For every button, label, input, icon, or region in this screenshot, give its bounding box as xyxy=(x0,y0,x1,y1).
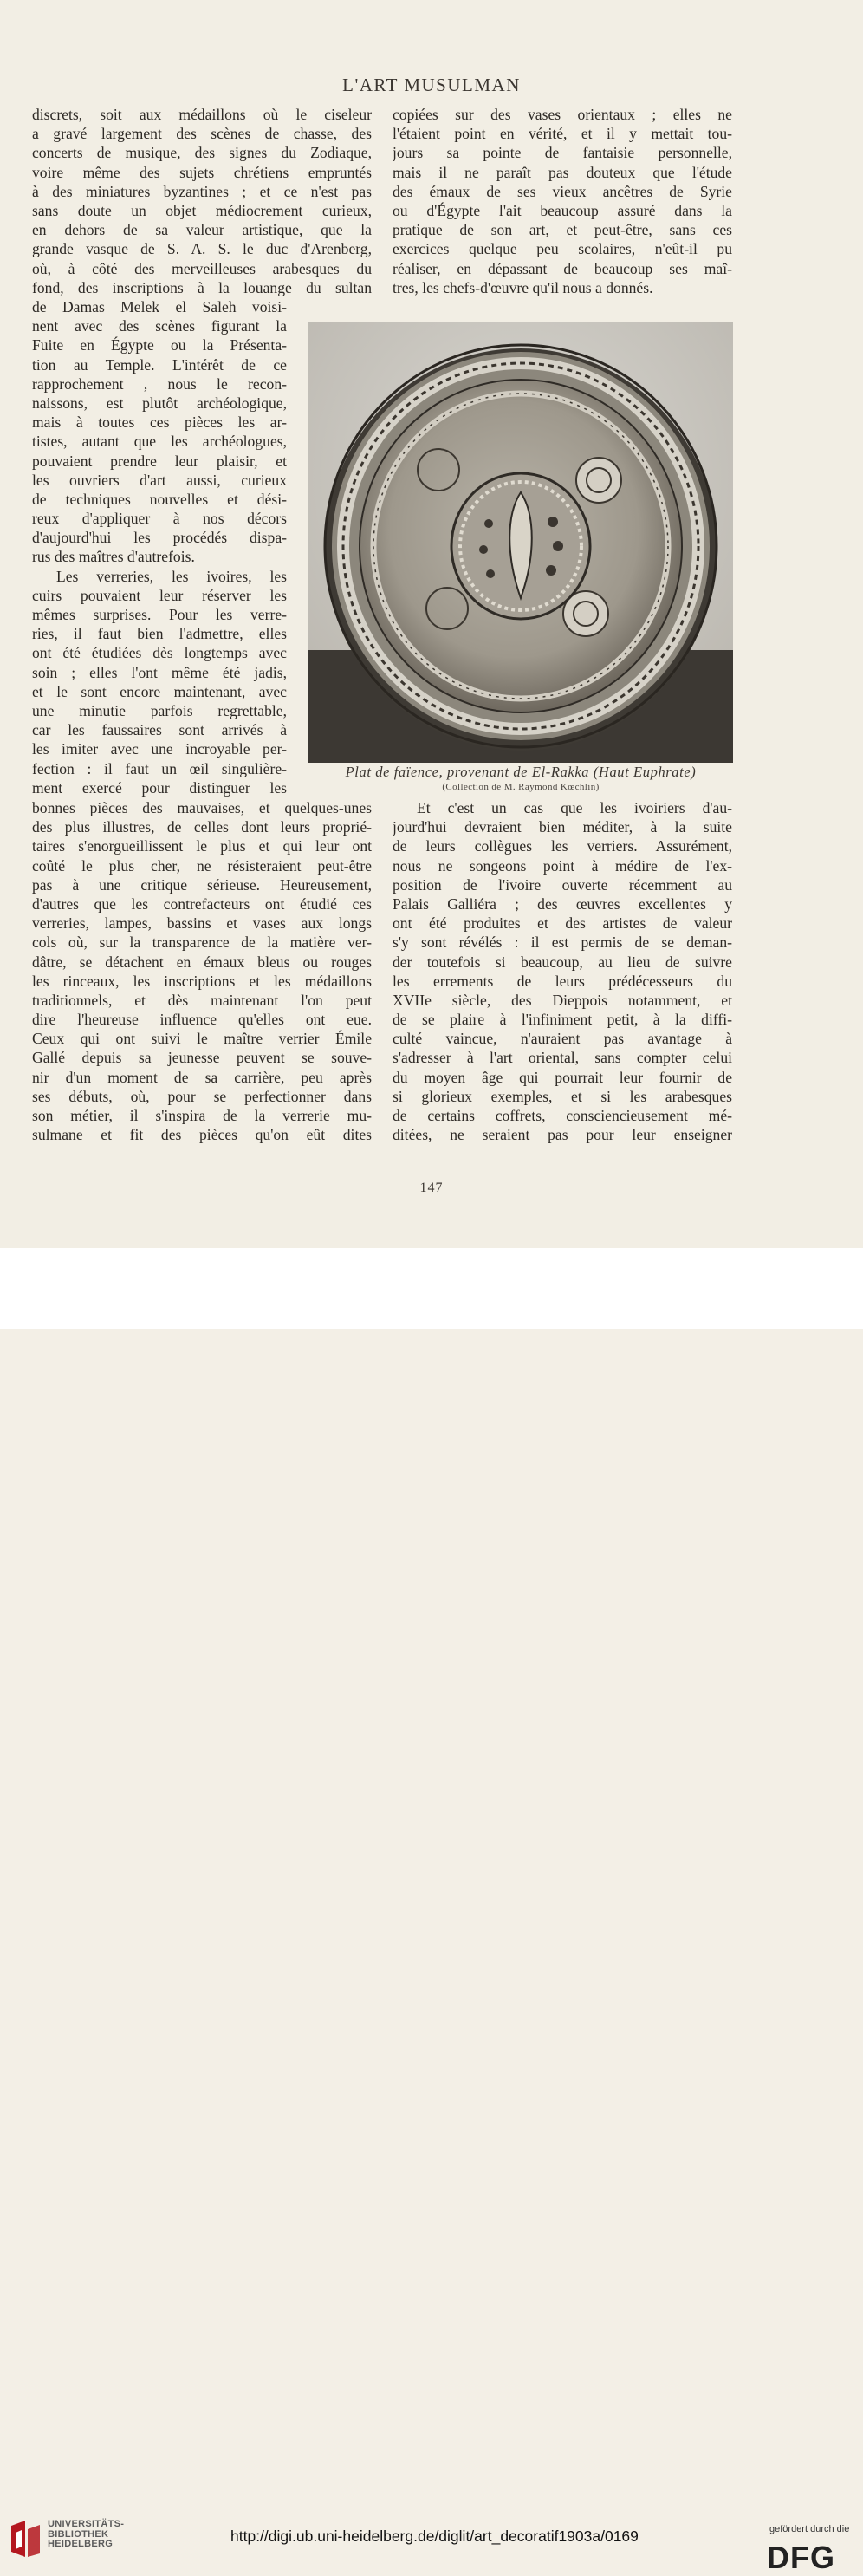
text-line: s'adresser à l'art oriental, sans compter celui xyxy=(393,1049,732,1067)
text-line: ou d'Égypte l'ait beaucoup assuré dans la xyxy=(393,201,732,219)
text-line: XVIIe siècle, des Dieppois notamment, et xyxy=(393,991,732,1009)
text-line: pouvaient prendre leur plaisir, et xyxy=(32,452,287,470)
text-line: Palais Galliéra ; des œuvres excellentes y xyxy=(393,894,732,913)
text-line: soin ; elles l'ont même été jadis, xyxy=(32,663,287,681)
faience-plate-illustration xyxy=(308,322,733,763)
text-line: coûté le plus cher, ne résisteraient peut-être xyxy=(32,856,372,875)
text-line: sans doute un objet médiocrement curieux, xyxy=(32,201,372,219)
text-line: ont été produites et des artistes de valeur xyxy=(393,914,732,933)
text-line: à des miniatures byzantines ; et ce n'est pas xyxy=(32,182,372,200)
funded-by-label: gefördert durch die xyxy=(769,2524,850,2534)
left-column-top xyxy=(32,105,372,297)
text-line: son métier, il s'inspira de la verrerie mu- xyxy=(32,1107,372,1124)
text-line: les ouvriers d'art aussi, curieux xyxy=(32,471,287,489)
text-line: Ceux qui ont suivi le maître verrier Émile xyxy=(32,1030,372,1048)
text-line: jours sa pointe de fantaisie personnelle, xyxy=(393,144,732,162)
text-line: verreries, lampes, bassins et vases aux longs xyxy=(32,914,372,933)
text-line: tion au Temple. L'intérêt de ce xyxy=(32,355,287,374)
text-line: discrets, soit aux médaillons où le ciseleur xyxy=(32,106,372,123)
text-line: Gallé depuis sa jeunesse peuvent se souve- xyxy=(32,1049,372,1067)
figure-credit: (Collection de M. Raymond Kœchlin) xyxy=(442,782,600,792)
text-line: rus des maîtres d'autrefois. xyxy=(32,548,195,566)
text-line: les imiter avec une incroyable per- xyxy=(32,740,287,758)
text-line: copiées sur des vases orientaux ; elles ne xyxy=(393,106,732,123)
text-line: sulmane et fit des pièces qu'on eût dites xyxy=(32,1126,372,1144)
text-line: réaliser, en dépassant de beaucoup ses maî- xyxy=(393,259,732,277)
text-line: des plus illustres, de celles dont leurs proprié- xyxy=(32,818,372,836)
left-column-narrow xyxy=(32,297,287,797)
page-number: 147 xyxy=(419,1181,444,1195)
university-library-logo-icon xyxy=(9,2521,42,2557)
text-line: d'autres que les contrefacteurs ont étudié ces xyxy=(32,894,372,913)
text-line: nir d'un moment de sa carrière, peu après xyxy=(32,1068,372,1086)
text-line: rapprochement , nous le recon- xyxy=(32,374,287,393)
text-line: s'y sont révélés : il est permis de se deman- xyxy=(393,933,732,952)
text-line: pas à une critique sérieuse. Heureusement, xyxy=(32,875,372,894)
text-line: culté vaincue, n'auraient pas avantage à xyxy=(393,1030,732,1048)
text-line: du moyen âge qui pourrait leur fournir de xyxy=(393,1068,732,1086)
text-line: où, à côté des merveilleuses arabesques du xyxy=(32,259,372,277)
running-title: L'ART MUSULMAN xyxy=(342,75,521,95)
text-line: Les verreries, les ivoires, les xyxy=(56,567,287,585)
text-line: reux d'appliquer à nos décors xyxy=(32,510,287,528)
text-line: en dehors de sa valeur artistique, que la xyxy=(32,221,372,239)
text-line: car les faussaires sont arrivés à xyxy=(32,721,287,739)
digitization-url-link[interactable]: http://digi.ub.uni-heidelberg.de/diglit/art_decoratif1903a/0169 xyxy=(230,2527,639,2545)
text-line: voire même des sujets chrétiens empruntés xyxy=(32,163,372,181)
text-line: de certains coffrets, consciencieusement mé- xyxy=(393,1107,732,1124)
right-column-bottom xyxy=(393,798,732,1144)
text-line: Et c'est un cas que les ivoiriers d'au- xyxy=(417,799,732,816)
text-line: de techniques nouvelles et dési- xyxy=(32,490,287,508)
text-line: nous ne songeons point à médire de l'ex- xyxy=(393,856,732,875)
right-column-top xyxy=(393,105,732,297)
text-line: de Damas Melek el Saleh voisi- xyxy=(32,298,287,315)
text-line: nent avec des scènes figurant la xyxy=(32,317,287,335)
text-line: grande vasque de S. A. S. le duc d'Arenberg, xyxy=(32,240,372,258)
text-line: et le sont encore maintenant, avec xyxy=(32,682,287,700)
text-line: tistes, autant que les archéologues, xyxy=(32,433,287,451)
text-line: jourd'hui devraient bien méditer, à la suite xyxy=(393,818,732,836)
library-name: UNIVERSITÄTS- BIBLIOTHEK HEIDELBERG xyxy=(48,2519,125,2549)
text-line: l'étaient point en vérité, et il y mettait tou- xyxy=(393,125,732,143)
text-line: une minutie parfois regrettable, xyxy=(32,701,287,719)
text-line: d'aujourd'hui les procédés dispa- xyxy=(32,529,287,547)
text-line: concerts de musique, des signes du Zodiaque, xyxy=(32,144,372,162)
text-line: des émaux de ses vieux ancêtres de Syrie xyxy=(393,182,732,200)
digitization-footer xyxy=(0,1248,863,2575)
figure-caption: Plat de faïence, provenant de El-Rakka (Haut Euphrate) xyxy=(345,764,697,780)
text-line: fection : il faut un œil singulière- xyxy=(32,759,287,777)
text-line: dâtre, se détachent en émaux bleus ou rouges xyxy=(32,953,372,971)
text-line: les errements de leurs prédécesseurs du xyxy=(393,972,732,990)
text-line: a gravé largement des scènes de chasse, des xyxy=(32,125,372,143)
text-line: der toutefois si beaucoup, au lieu de suivre xyxy=(393,953,732,971)
text-line: position de l'ivoire ouverte récemment au xyxy=(393,875,732,894)
text-line: ment exercé pour distinguer les xyxy=(32,778,287,797)
text-line: les rinceaux, les inscriptions et les médaillons xyxy=(32,972,372,990)
text-line: ries, il faut bien l'admettre, elles xyxy=(32,625,287,643)
text-line: mêmes surprises. Pour les verre- xyxy=(32,606,287,623)
text-line: de se plaire à l'infiniment petit, à la diffi- xyxy=(393,1011,732,1029)
text-line: traditionnels, et dès maintenant l'on peut xyxy=(32,991,372,1009)
text-line: cols où, sur la transparence de la matière ver- xyxy=(32,933,372,952)
text-line: ditées, ne seraient pas pour leur enseigner xyxy=(393,1126,732,1144)
text-line: naissons, est plutôt archéologique, xyxy=(32,394,287,412)
text-line: cuirs pouvaient leur réserver les xyxy=(32,586,287,604)
text-line: exercices quelque peu scolaires, n'eût-il pu xyxy=(393,240,732,258)
text-line: ont été étudiées dès longtemps avec xyxy=(32,644,287,662)
text-line: fond, des inscriptions à la louange du sultan xyxy=(32,278,372,296)
text-line: pratique de son art, et peut-être, sans ces xyxy=(393,221,732,239)
text-line: ses débuts, où, pour se perfectionner dans xyxy=(32,1087,372,1105)
text-line: tres, les chefs-d'œuvre qu'il nous a donnés. xyxy=(393,278,653,296)
text-line: Fuite en Égypte ou la Présenta- xyxy=(32,336,287,355)
text-line: mais à toutes ces pièces les ar- xyxy=(32,413,287,432)
dfg-logo: DFG xyxy=(767,2540,835,2575)
text-line: si glorieux exemples, et si les arabesques xyxy=(393,1087,732,1105)
page xyxy=(0,0,863,1248)
text-line: de leurs collègues les verriers. Assurément, xyxy=(393,837,732,855)
faience-plate-photo xyxy=(308,322,733,763)
text-line: mais il ne paraît pas douteux que l'étude xyxy=(393,163,732,181)
text-line: dire l'heureuse influence qu'elles ont eue. xyxy=(32,1011,372,1029)
text-line: taires s'enorgueillissent le plus et qui leur ont xyxy=(32,837,372,855)
left-column-bottom xyxy=(32,798,372,1144)
text-line: bonnes pièces des mauvaises, et quelques-unes xyxy=(32,799,372,816)
